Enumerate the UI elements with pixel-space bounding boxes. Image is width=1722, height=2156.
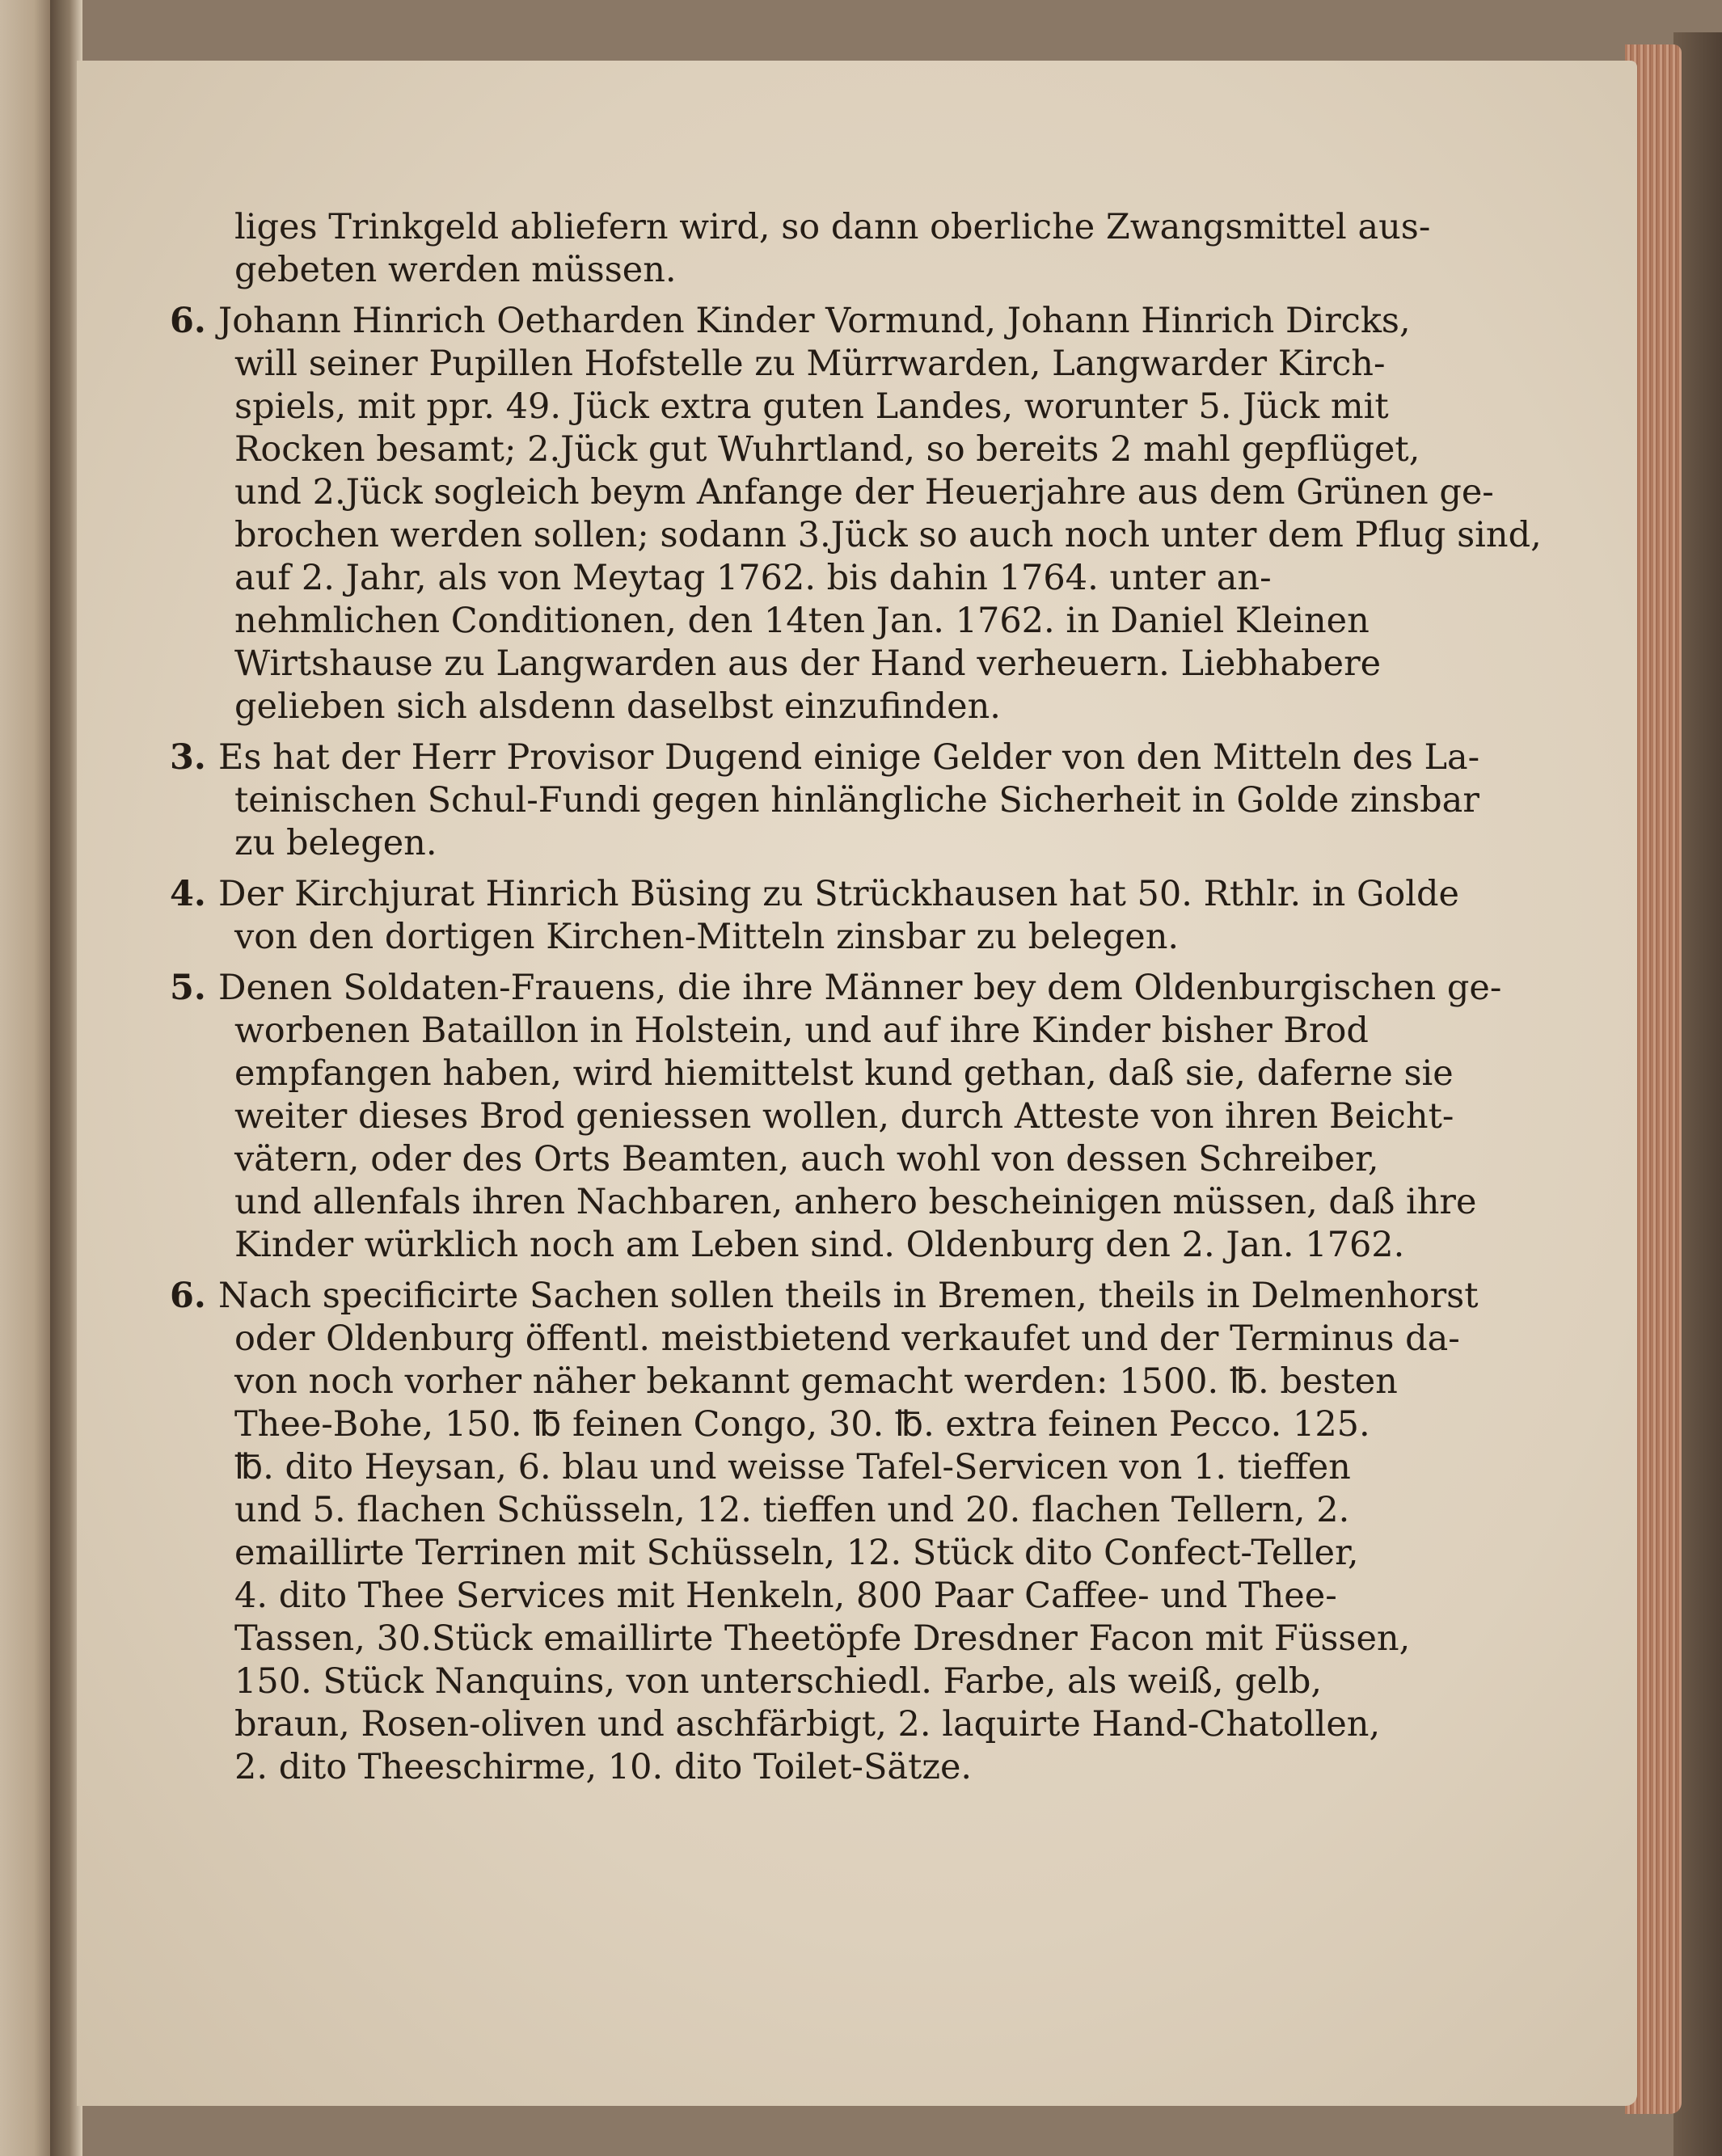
text-line: gelieben sich alsdenn daselbst einzufinden.: [234, 686, 1001, 727]
text-line: auf 2. Jahr, als von Meytag 1762. bis dahin 1764. unter an-: [234, 558, 1272, 598]
text-line: braun, Rosen-oliven und aschfärbigt, 2. laquirte Hand-Chatollen,: [234, 1704, 1381, 1745]
notice-entry: [170, 300, 1542, 728]
text-line: teinischen Schul-Fundi gegen hinlängliche Sicherheit in Golde zinsbar: [234, 780, 1479, 821]
text-line: Thee-Bohe, 150. ℔ feinen Congo, 30. ℔. extra feinen Pecco. 125.: [234, 1404, 1370, 1445]
text-line: liges Trinkgeld abliefern wird, so dann oberliche Zwangsmittel aus-: [234, 207, 1431, 247]
text-line: Kinder würklich noch am Leben sind. Oldenburg den 2. Jan. 1762.: [234, 1225, 1405, 1265]
text-line: 4. dito Thee Services mit Henkeln, 800 Paar Caffee- und Thee-: [234, 1576, 1337, 1616]
left-page-edge: [0, 0, 57, 2156]
text-line: Es hat der Herr Provisor Dugend einige Gelder von den Mitteln des La-: [218, 737, 1480, 778]
text-line: nehmlichen Conditionen, den 14ten Jan. 1762. in Daniel Kleinen: [234, 601, 1370, 641]
text-line: zu belegen.: [234, 823, 437, 863]
text-line: vätern, oder des Orts Beamten, auch wohl von dessen Schreiber,: [234, 1139, 1379, 1179]
text-line: und allenfals ihren Nachbaren, anhero bescheinigen müssen, daß ihre: [234, 1182, 1477, 1222]
text-line: Johann Hinrich Oetharden Kinder Vormund, Johann Hinrich Dircks,: [218, 301, 1411, 341]
text-line: von noch vorher näher bekannt gemacht werden: 1500. ℔. besten: [234, 1361, 1398, 1402]
continued-paragraph: [170, 206, 1431, 292]
text-line: Der Kirchjurat Hinrich Büsing zu Strückhausen hat 50. Rthlr. in Golde: [218, 874, 1459, 914]
text-line: und 2.Jück sogleich beym Anfange der Heuerjahre aus dem Grünen ge-: [234, 472, 1494, 513]
text-line: ℔. dito Heysan, 6. blau und weisse Tafel-Servicen von 1. tieffen: [234, 1447, 1351, 1487]
text-line: 2. dito Theeschirme, 10. dito Toilet-Sätze.: [234, 1747, 973, 1787]
notice-entry: [170, 736, 1480, 865]
text-line: und 5. flachen Schüsseln, 12. tieffen und 20. flachen Tellern, 2.: [234, 1490, 1350, 1530]
notice-entry: [170, 873, 1459, 959]
text-line: emaillirte Terrinen mit Schüsseln, 12. Stück dito Confect-Teller,: [234, 1533, 1359, 1573]
entry-number: 5.: [170, 968, 206, 1008]
notice-entry: [170, 1275, 1479, 1789]
text-line: brochen werden sollen; sodann 3.Jück so auch noch unter dem Pflug sind,: [234, 515, 1542, 555]
text-line: von den dortigen Kirchen-Mitteln zinsbar zu belegen.: [234, 917, 1180, 957]
text-line: Nach specificirte Sachen sollen theils in Bremen, theils in Delmenhorst: [218, 1276, 1479, 1316]
text-line: will seiner Pupillen Hofstelle zu Mürrwarden, Langwarder Kirch-: [234, 344, 1386, 384]
text-line: empfangen haben, wird hiemittelst kund gethan, daß sie, daferne sie: [234, 1053, 1454, 1094]
entry-number: 6.: [170, 1276, 206, 1316]
text-line: Denen Soldaten-Frauens, die ihre Männer bey dem Oldenburgischen ge-: [218, 968, 1502, 1008]
text-line: Tassen, 30.Stück emaillirte Theetöpfe Dresdner Facon mit Füssen,: [234, 1618, 1411, 1659]
notice-entry: [170, 967, 1502, 1267]
text-line: gebeten werden müssen.: [234, 250, 677, 290]
text-line: 150. Stück Nanquins, von unterschiedl. Farbe, als weiß, gelb,: [234, 1661, 1323, 1702]
page-text: [170, 206, 1542, 1789]
text-line: spiels, mit ppr. 49. Jück extra guten Landes, worunter 5. Jück mit: [234, 386, 1389, 427]
entry-number: 4.: [170, 874, 206, 914]
text-line: worbenen Bataillon in Holstein, und auf ihre Kinder bisher Brod: [234, 1010, 1369, 1051]
text-line: weiter dieses Brod geniessen wollen, durch Atteste von ihren Beicht-: [234, 1096, 1454, 1137]
text-line: oder Oldenburg öffentl. meistbietend verkaufet und der Terminus da-: [234, 1318, 1460, 1359]
text-line: Wirtshause zu Langwarden aus der Hand verheuern. Liebhabere: [234, 643, 1382, 684]
entry-number: 6.: [170, 301, 206, 341]
entry-number: 3.: [170, 737, 206, 778]
text-line: Rocken besamt; 2.Jück gut Wuhrtland, so bereits 2 mahl gepflüget,: [234, 429, 1420, 470]
